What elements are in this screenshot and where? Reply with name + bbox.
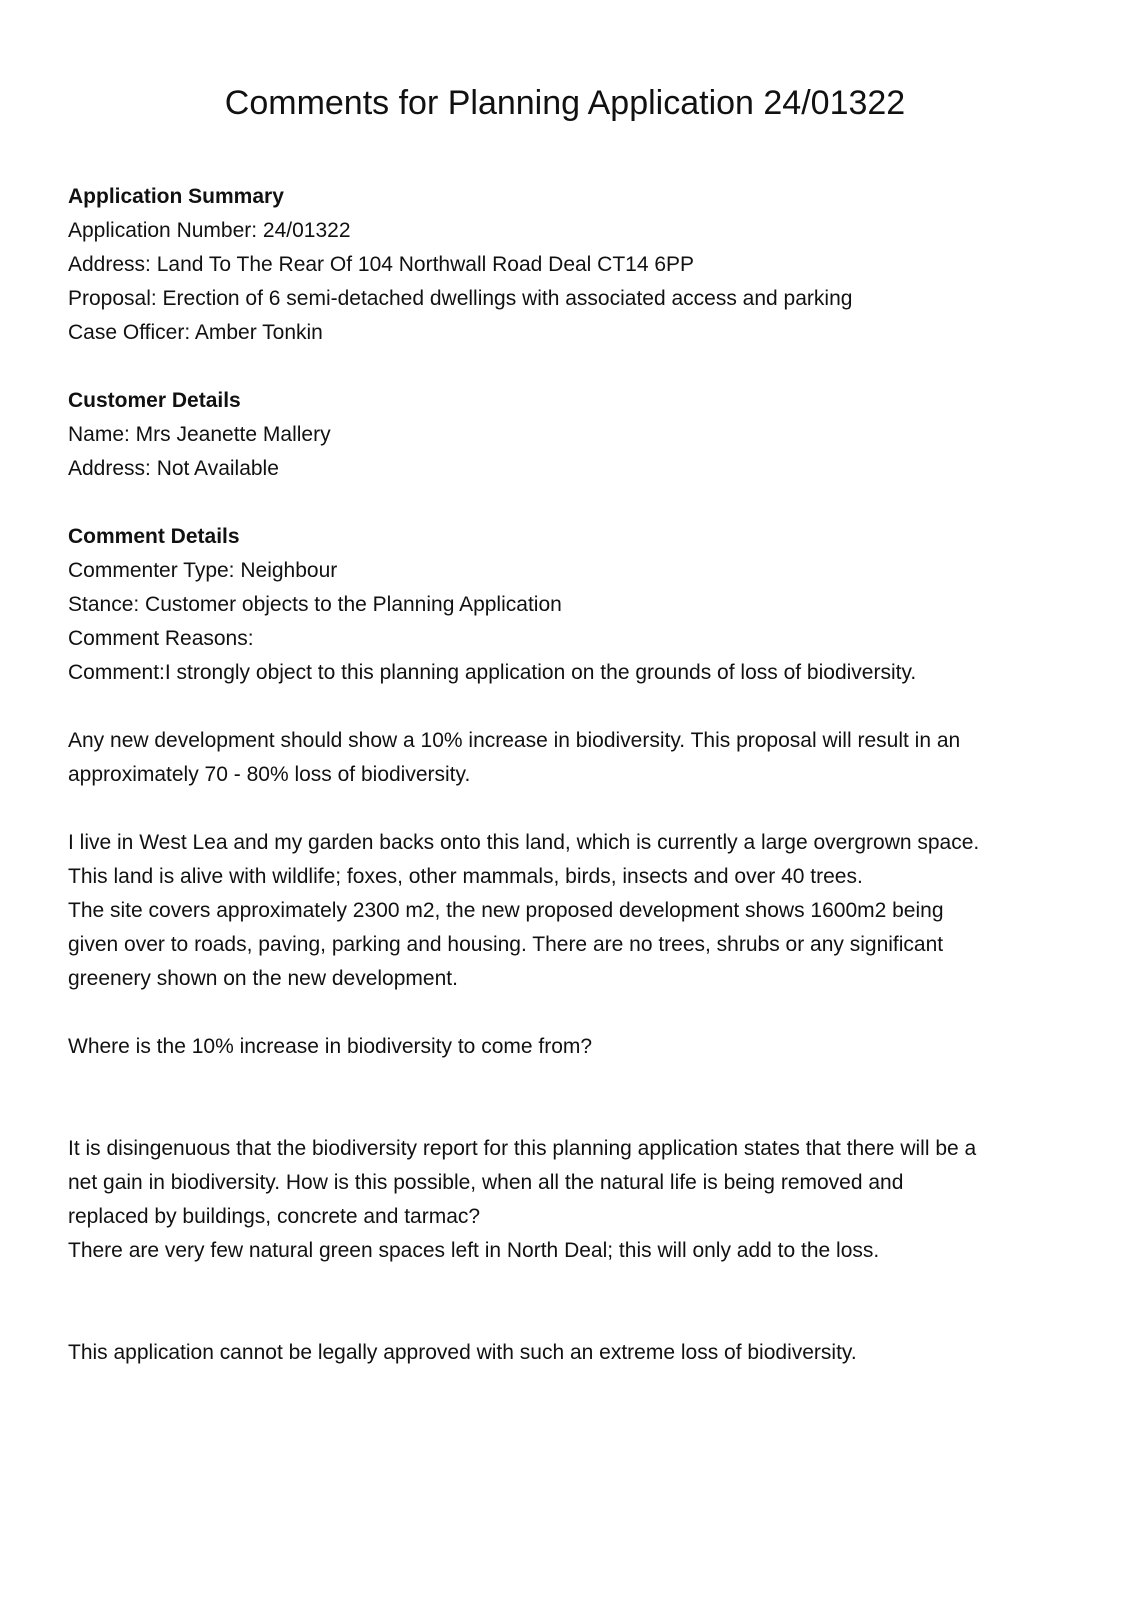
comment-details-heading: Comment Details: [68, 525, 240, 548]
comment-line: greenery shown on the new development.: [68, 967, 458, 990]
document-content: [68, 180, 1058, 1370]
blank-gap: [68, 1098, 1058, 1132]
comment-paragraph-2: [68, 826, 1058, 996]
stance: Stance: Customer objects to the Planning Application: [68, 593, 562, 616]
comment-line: I live in West Lea and my garden backs onto this land, which is currently a large overgrown space.: [68, 831, 980, 854]
page-title: Comments for Planning Application 24/01322: [224, 84, 906, 122]
comment-line: replaced by buildings, concrete and tarmac?: [68, 1205, 481, 1228]
application-summary-heading: Application Summary: [68, 185, 284, 208]
comment-line: This land is alive with wildlife; foxes, other mammals, birds, insects and over 40 trees.: [68, 865, 863, 888]
comment-reasons: Comment Reasons:: [68, 627, 254, 650]
comment-opening: Comment:I strongly object to this planning application on the grounds of loss of biodiversity.: [68, 661, 917, 684]
customer-address: Address: Not Available: [68, 457, 279, 480]
comment-details-section: [68, 520, 1058, 690]
comment-paragraph-1: [68, 724, 1058, 792]
application-number: Application Number: 24/01322: [68, 219, 351, 242]
comment-line: Where is the 10% increase in biodiversity to come from?: [68, 1035, 593, 1058]
comment-paragraph-4: [68, 1132, 1058, 1268]
commenter-type: Commenter Type: Neighbour: [68, 559, 338, 582]
comment-line: given over to roads, paving, parking and housing. There are no trees, shrubs or any significant: [68, 933, 944, 956]
blank-gap: [68, 1302, 1058, 1336]
case-officer: Case Officer: Amber Tonkin: [68, 321, 323, 344]
application-address: Address: Land To The Rear Of 104 Northwall Road Deal CT14 6PP: [68, 253, 695, 276]
comment-line: net gain in biodiversity. How is this possible, when all the natural life is being removed and: [68, 1171, 904, 1194]
comment-line: This application cannot be legally approved with such an extreme loss of biodiversity.: [68, 1341, 857, 1364]
application-proposal: Proposal: Erection of 6 semi-detached dwellings with associated access and parking: [68, 287, 853, 310]
comment-paragraph-5: [68, 1336, 1058, 1370]
comment-line: approximately 70 - 80% loss of biodiversity.: [68, 763, 471, 786]
customer-details-section: [68, 384, 1058, 486]
comment-paragraph-3: [68, 1030, 1058, 1064]
comment-line: It is disingenuous that the biodiversity report for this planning application states that there will be a: [68, 1137, 977, 1160]
application-summary-section: [68, 180, 1058, 350]
comment-line: The site covers approximately 2300 m2, the new proposed development shows 1600m2 being: [68, 899, 944, 922]
customer-details-heading: Customer Details: [68, 389, 241, 412]
comment-line: Any new development should show a 10% increase in biodiversity. This proposal will result in an: [68, 729, 961, 752]
customer-name: Name: Mrs Jeanette Mallery: [68, 423, 331, 446]
comment-line: There are very few natural green spaces left in North Deal; this will only add to the loss.: [68, 1239, 880, 1262]
